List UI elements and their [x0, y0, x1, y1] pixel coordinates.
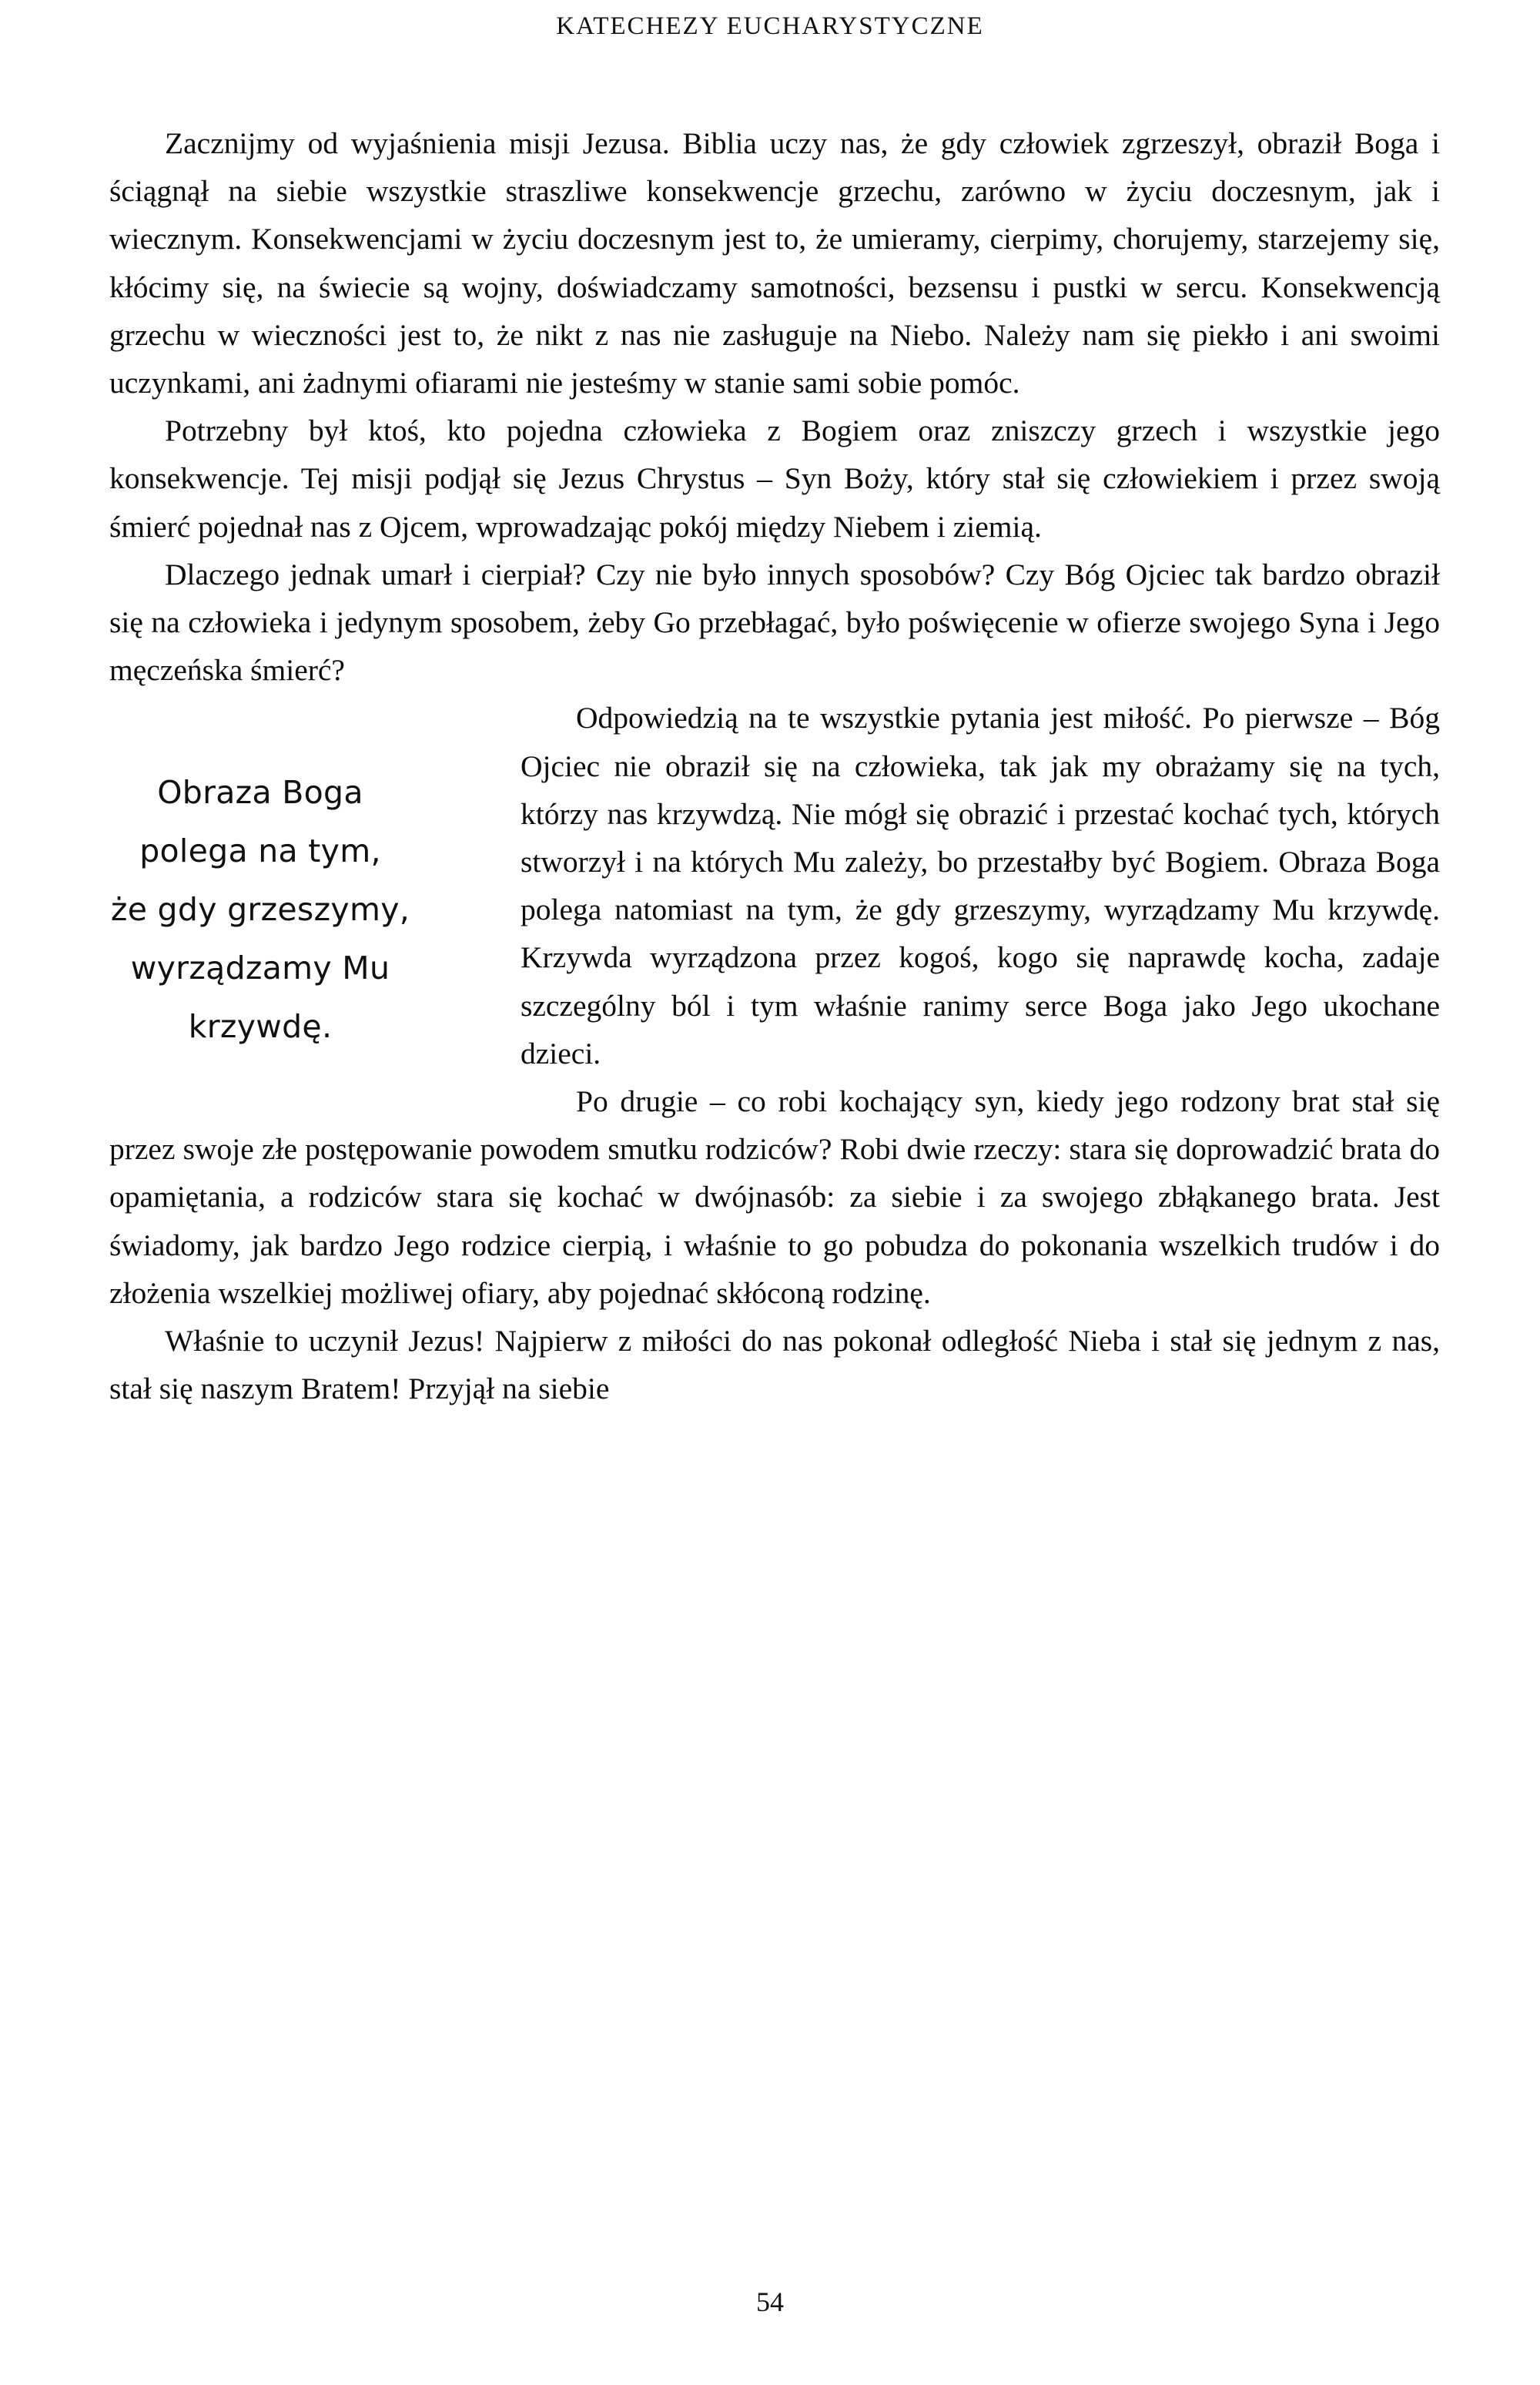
pull-quote-text: [48, 763, 473, 1056]
body-text-column: [109, 119, 1440, 1412]
paragraph-1: Zacznijmy od wyjaśnienia misji Jezusa. Biblia uczy nas, że gdy człowiek zgrzeszył, obraził Boga i ściągnął na siebie wszystkie straszliwe konsekwencje grzechu, zarówno w życiu doczesnym, jak i wiecznym. Konsekwencjami w życiu doczesnym jest to, że umieramy, cierpimy, chorujemy, starzejemy się, kłócimy się, na świecie są wojny, doświadczamy samotności, bezsensu i pustki w sercu. Konsekwencją grzechu w wieczności jest to, że nikt z nas nie zasługuje na Niebo. Należy nam się piekło i ani swoimi uczynkami, ani żadnymi ofiarami nie jesteśmy w stanie sami sobie pomóc.: [109, 126, 1440, 400]
pull-quote-line: że gdy grzeszymy,: [110, 891, 410, 929]
pull-quote: [48, 705, 473, 1114]
pull-quote-line: krzywdę.: [188, 1008, 333, 1046]
page-number: 54: [756, 2286, 784, 2317]
pull-quote-line: polega na tym,: [139, 832, 381, 870]
paragraph-6: Właśnie to uczynił Jezus! Najpierw z miłości do nas pokonał odległość Nieba i stał się jednym z nas, stał się naszym Bratem! Przyjął na siebie: [109, 1324, 1440, 1406]
paragraph-4: [109, 694, 1440, 1077]
paragraph-4-text: Odpowiedzią na te wszystkie pytania jest miłość. Po pierwsze – Bóg Ojciec nie obraził się na człowieka, tak jak my obrażamy się na tych, którzy nas krzywdzą. Nie mógł się obrazić i przestać kochać tych, których stworzył i na których Mu zależy, bo przestałby być Bogiem. Obraza Boga polega natomiast na tym, że gdy grzeszymy, wyrządzamy Mu krzywdę. Krzywda wyrządzona przez kogoś, kogo się naprawdę kocha, zadaje szczególny ból i tym właśnie ranimy serce Boga jako Jego ukochane dzieci.: [521, 701, 1440, 1070]
running-head: KATECHEZY EUCHARYSTYCZNE: [556, 12, 984, 40]
paragraph-3: Dlaczego jednak umarł i cierpiał? Czy nie było innych sposobów? Czy Bóg Ojciec tak bardzo obraził się na człowieka i jedynym sposobem, żeby Go przebłagać, było poświęcenie w ofierze swojego Syna i Jego męczeńska śmierć?: [109, 557, 1440, 688]
pull-quote-line: Obraza Boga: [157, 774, 363, 812]
paragraph-2: Potrzebny był ktoś, kto pojedna człowieka z Bogiem oraz zniszczy grzech i wszystkie jego konsekwencje. Tej misji podjął się Jezus Chrystus – Syn Boży, który stał się człowiekiem i przez swoją śmierć pojednał nas z Ojcem, wprowadzając pokój między Niebem i ziemią.: [109, 414, 1440, 544]
paragraph-5: Po drugie – co robi kochający syn, kiedy jego rodzony brat stał się przez swoje złe postępowanie powodem smutku rodziców? Robi dwie rzeczy: stara się doprowadzić brata do opamiętania, a rodziców stara się kochać w dwójnasób: za siebie i za swojego zbłąkanego brata. Jest świadomy, jak bardzo Jego rodzice cierpią, i właśnie to go pobudza do pokonania wszelkich trudów i do złożenia wszelkiej możliwej ofiary, aby pojednać skłóconą rodzinę.: [109, 1084, 1440, 1310]
pull-quote-line: wyrządzamy Mu: [130, 950, 390, 987]
